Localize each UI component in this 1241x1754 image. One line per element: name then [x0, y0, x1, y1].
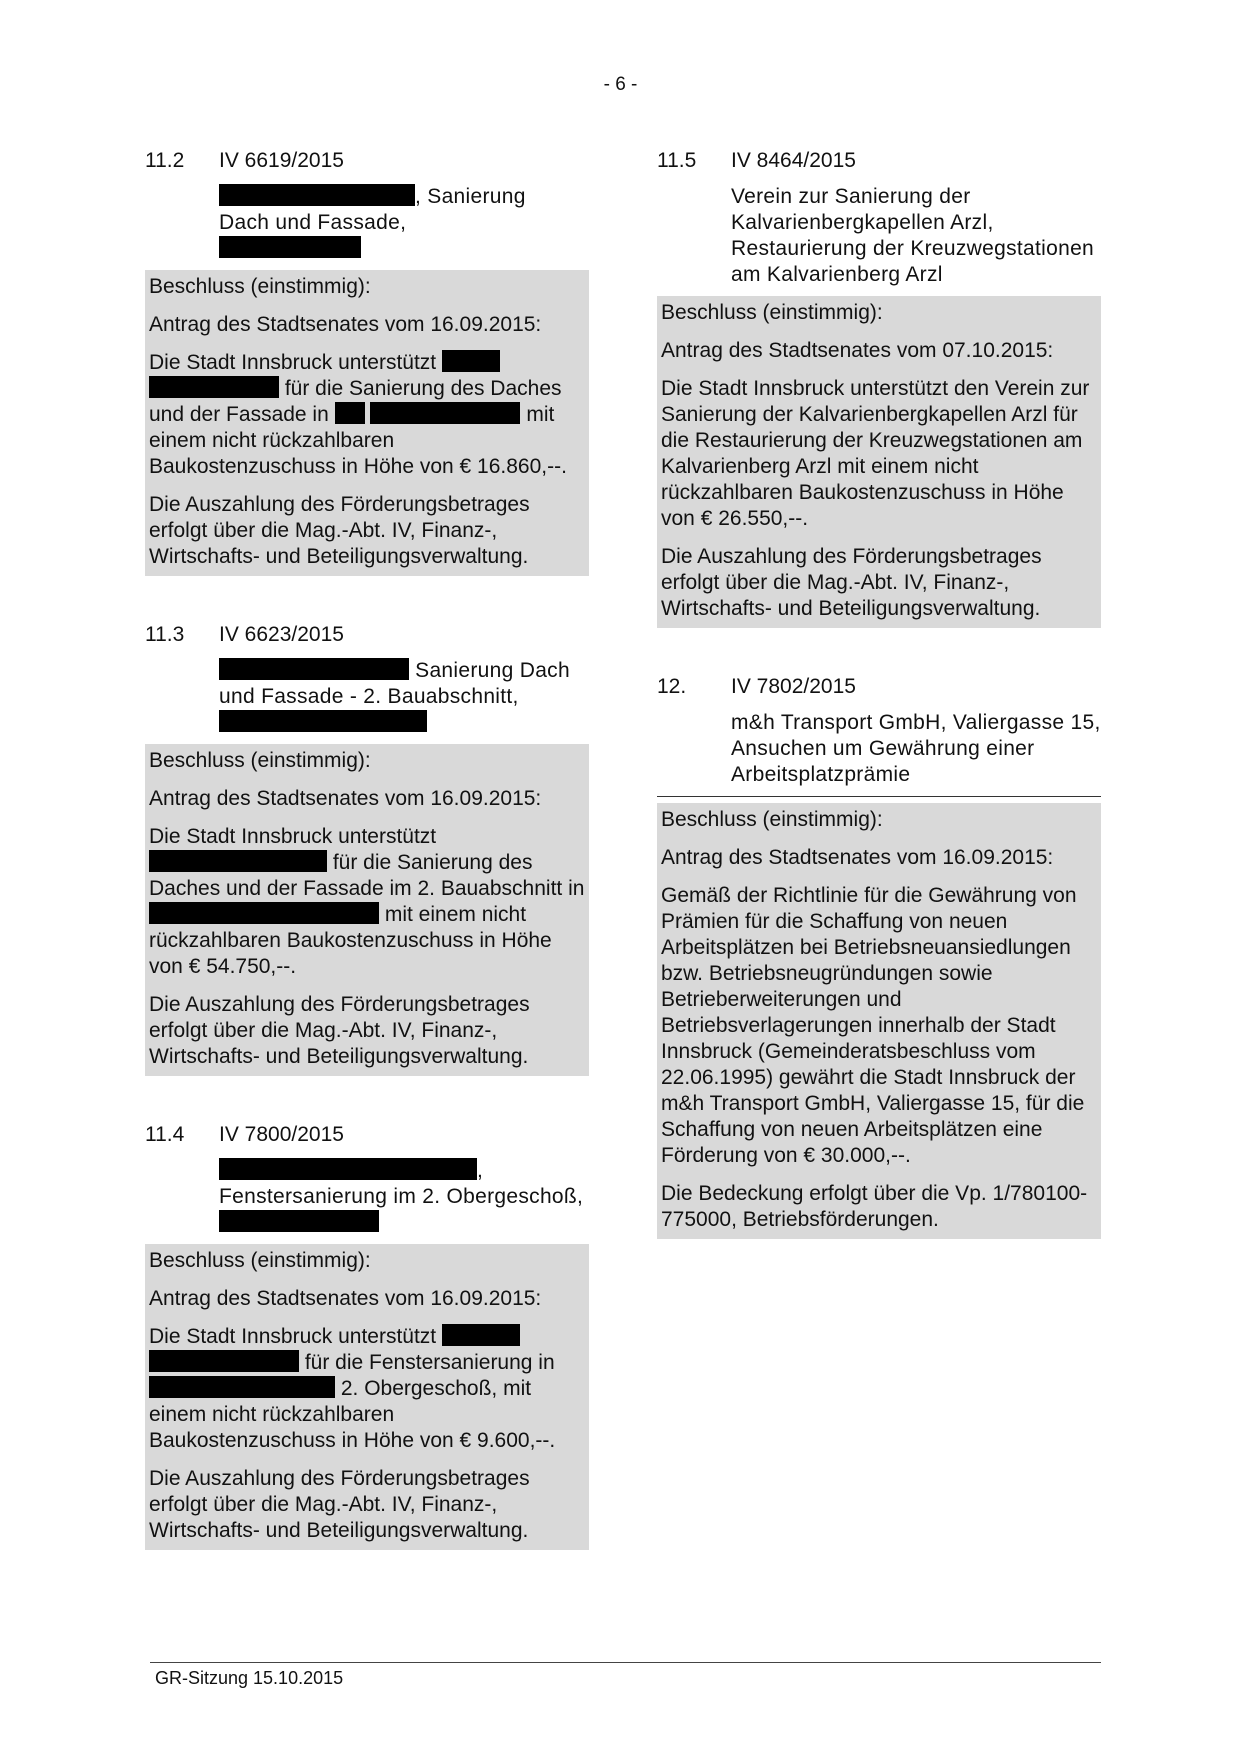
- item-number: 11.2: [145, 149, 185, 172]
- subject-text: Sanierung: [415, 659, 514, 682]
- payment-text: Die Auszahlung des Förderungsbetrages erfolgt über die Mag.-Abt. IV, Finanz-, Wirtschafts- und Beteiligungsverwaltung.: [149, 993, 530, 1068]
- redacted-block: [149, 1376, 335, 1398]
- redacted-block: [149, 850, 327, 872]
- footer-divider: [150, 1662, 1101, 1663]
- item-number: 12.: [657, 675, 687, 698]
- redacted-block: [442, 1324, 520, 1346]
- redacted-block: [149, 1350, 299, 1372]
- subject-text: Dach und Fassade,: [219, 211, 407, 234]
- beschluss-label: Beschluss (einstimmig):: [149, 275, 371, 298]
- subject-text: , Sanierung: [415, 185, 526, 208]
- left-column: [145, 148, 589, 1596]
- redacted-block: [442, 350, 500, 372]
- subject-text: Fenstersanierung im 2. Obergeschoß,: [219, 1185, 584, 1208]
- resolution-box: [145, 744, 589, 1076]
- agenda-item-12: [657, 674, 1101, 1239]
- agenda-item-11-2: [145, 148, 589, 576]
- item-number: 11.5: [657, 149, 697, 172]
- redacted-block: [219, 658, 409, 680]
- redacted-block: [149, 376, 279, 398]
- beschluss-label: Beschluss (einstimmig):: [149, 749, 371, 772]
- agenda-item-11-4: [145, 1122, 589, 1550]
- agenda-item-11-5: [657, 148, 1101, 628]
- resolution-text: Die Stadt Innsbruck unterstützt für die Sanierung des Daches und der Fassade im 2. Bauabschnitt in mit einem nicht rückzahlbaren Baukostenzuschuss in Höhe von € 54.750,--.: [149, 825, 585, 978]
- item-number: 11.3: [145, 623, 185, 646]
- item-reference: IV 7802/2015: [731, 675, 856, 698]
- resolution-text: Die Stadt Innsbruck unterstützt den Verein zur Sanierung der Kalvarienbergkapellen Arzl für die Restaurierung der Kreuzwegstationen am Kalvarienberg Arzl mit einem nicht rückzahlbaren Baukostenzuschuss in Höhe von € 26.550,--.: [661, 377, 1090, 530]
- right-column: [657, 148, 1101, 1285]
- item-number: 11.4: [145, 1123, 185, 1146]
- redacted-block: [219, 184, 415, 206]
- payment-text: Die Auszahlung des Förderungsbetrages erfolgt über die Mag.-Abt. IV, Finanz-, Wirtschafts- und Beteiligungsverwaltung.: [149, 1467, 530, 1542]
- item-subject: [219, 184, 589, 270]
- resolution-box: [145, 270, 589, 576]
- item-subject: Verein zur Sanierung der Kalvarienbergkapellen Arzl, Restaurierung der Kreuzwegstationen am Kalvarienberg Arzl: [731, 185, 1095, 286]
- item-reference: IV 8464/2015: [731, 149, 856, 172]
- beschluss-label: Beschluss (einstimmig):: [149, 1249, 371, 1272]
- item-reference: IV 6619/2015: [219, 149, 344, 172]
- antrag-label: Antrag des Stadtsenates vom 16.09.2015:: [661, 846, 1054, 869]
- resolution-text: Die Stadt Innsbruck unterstützt für die Sanierung des Daches und der Fassade in mit einem nicht rückzahlbaren Baukostenzuschuss in Höhe von € 16.860,--.: [149, 351, 567, 478]
- redacted-block: [219, 236, 361, 258]
- redacted-block: [370, 402, 520, 424]
- resolution-box: [657, 803, 1101, 1239]
- funding-text: Die Bedeckung erfolgt über die Vp. 1/780100-775000, Betriebsförderungen.: [661, 1182, 1088, 1231]
- redacted-block: [219, 1158, 477, 1180]
- item-reference: IV 7800/2015: [219, 1123, 344, 1146]
- footer-text: GR-Sitzung 15.10.2015: [155, 1668, 344, 1688]
- antrag-label: Antrag des Stadtsenates vom 16.09.2015:: [149, 1287, 542, 1310]
- item-reference: IV 6623/2015: [219, 623, 344, 646]
- redacted-block: [149, 902, 379, 924]
- page-number: - 6 -: [603, 74, 638, 95]
- beschluss-label: Beschluss (einstimmig):: [661, 301, 883, 324]
- payment-text: Die Auszahlung des Förderungsbetrages erfolgt über die Mag.-Abt. IV, Finanz-, Wirtschafts- und Beteiligungsverwaltung.: [661, 545, 1042, 620]
- resolution-box: [657, 296, 1101, 628]
- redacted-block: [219, 1210, 379, 1232]
- antrag-label: Antrag des Stadtsenates vom 07.10.2015:: [661, 339, 1054, 362]
- payment-text: Die Auszahlung des Förderungsbetrages erfolgt über die Mag.-Abt. IV, Finanz-, Wirtschafts- und Beteiligungsverwaltung.: [149, 493, 530, 568]
- antrag-label: Antrag des Stadtsenates vom 16.09.2015:: [149, 313, 542, 336]
- item-subject: m&h Transport GmbH, Valiergasse 15, Ansuchen um Gewährung einer Arbeitsplatzprämie: [657, 710, 1101, 797]
- item-subject: [219, 658, 589, 744]
- redacted-block: [335, 402, 365, 424]
- agenda-item-11-3: [145, 622, 589, 1076]
- resolution-box: [145, 1244, 589, 1550]
- beschluss-label: Beschluss (einstimmig):: [661, 808, 883, 831]
- resolution-text: Gemäß der Richtlinie für die Gewährung von Prämien für die Schaffung von neuen Arbeitsplätzen bei Betriebsneuansiedlungen bzw. Betriebsneugründungen sowie Betrieberweiterungen und Betriebsverlagerungen innerhalb der Stadt Innsbruck (Gemeinderatsbeschluss vom 22.06.1995) gewährt die Stadt Innsbruck der m&h Transport GmbH, Valiergasse 15, für die Schaffung von neuen Arbeitsplätzen eine Förderung von € 30.000,--.: [661, 884, 1085, 1167]
- subject-text: ,: [477, 1159, 484, 1182]
- item-subject: [219, 1158, 589, 1244]
- antrag-label: Antrag des Stadtsenates vom 16.09.2015:: [149, 787, 542, 810]
- resolution-text: Die Stadt Innsbruck unterstützt für die Fenstersanierung in 2. Obergeschoß, mit einem nicht rückzahlbaren Baukostenzuschuss in Höhe von € 9.600,--.: [149, 1325, 556, 1452]
- redacted-block: [219, 710, 427, 732]
- subject-text: Dach und Fassade - 2. Bauabschnitt,: [219, 659, 570, 708]
